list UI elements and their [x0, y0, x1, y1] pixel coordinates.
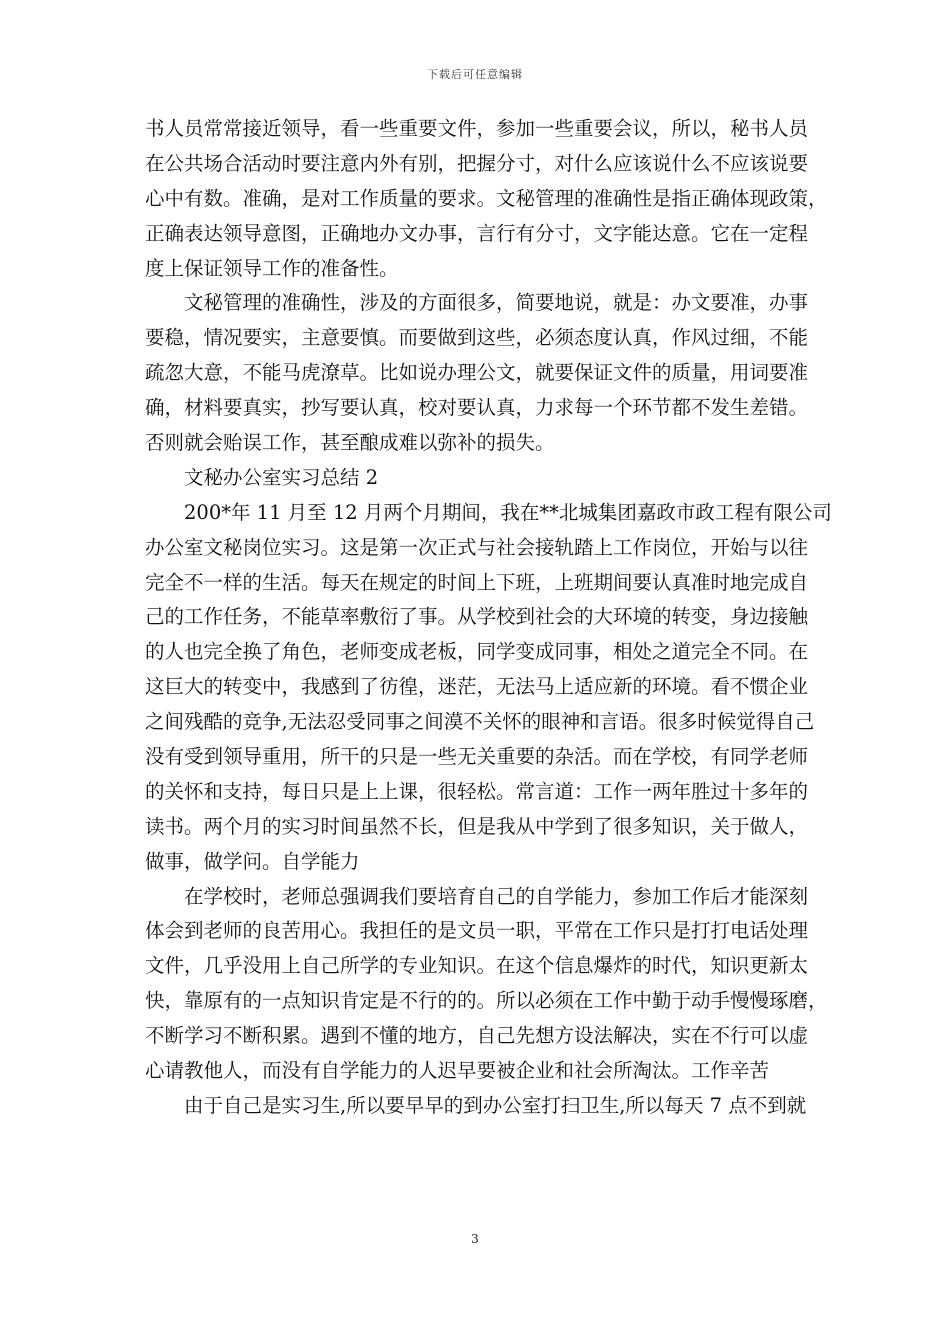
text-line: 在公共场合活动时要注意内外有别，把握分寸，对什么应该说什么不应该说要: [145, 151, 809, 175]
text-line: 的人也完全换了角色，老师变成老板，同学变成同事，相处之道完全不同。在: [145, 640, 809, 664]
text-line: 文秘办公室实习总结 2: [184, 465, 379, 489]
text-line: 要稳，情况要实，主意要慎。而要做到这些，必须态度认真，作风过细，不能: [145, 326, 809, 350]
text-line: 否则就会贻误工作，甚至酿成难以弥补的损失。: [145, 431, 555, 455]
text-line: 之间残酷的竞争,无法忍受同事之间漠不关怀的眼神和言语。很多时候觉得自己: [145, 710, 815, 734]
text-line: 的关怀和支持，每日只是上上课，很轻松。常言道：工作一两年胜过十多年的: [145, 779, 809, 803]
text-line: 不断学习不断积累。遇到不懂的地方，自己先想方设法解决，实在不行可以虚: [145, 1024, 809, 1048]
text-line: 心请教他人，而没有自学能力的人迟早要被企业和社会所淘汰。工作辛苦: [145, 1059, 770, 1083]
text-line: 完全不一样的生活。每天在规定的时间上下班，上班期间要认真准时地完成自: [145, 570, 809, 594]
text-line: 文秘管理的准确性，涉及的方面很多，简要地说，就是：办文要准，办事: [184, 291, 809, 315]
text-line: 200*年 11 月至 12 月两个月期间，我在**北城集团嘉政市政工程有限公司: [184, 500, 832, 524]
page-number: 3: [471, 1232, 479, 1246]
text-line: 没有受到领导重用，所干的只是一些无关重要的杂活。而在学校，有同学老师: [145, 745, 809, 769]
text-line: 办公室文秘岗位实习。这是第一次正式与社会接轨踏上工作岗位，开始与以往: [145, 535, 809, 559]
text-line: 读书。两个月的实习时间虽然不长，但是我从中学到了很多知识，关于做人，: [145, 814, 809, 838]
text-line: 疏忽大意，不能马虎潦草。比如说办理公文，就要保证文件的质量，用词要准: [145, 361, 809, 385]
text-line: 度上保证领导工作的准备性。: [145, 256, 399, 280]
text-line: 书人员常常接近领导，看一些重要文件，参加一些重要会议，所以，秘书人员: [145, 117, 809, 140]
text-line: 做事，做学问。自学能力: [145, 849, 360, 873]
text-line: 在学校时，老师总强调我们要培育自己的自学能力，参加工作后才能深刻: [184, 884, 809, 908]
text-line: 文件，几乎没用上自己所学的专业知识。在这个信息爆炸的时代，知识更新太: [145, 954, 809, 978]
body-text: [145, 112, 832, 1124]
page-header: 下载后可任意编辑: [427, 68, 523, 81]
text-line: 由于自己是实习生,所以要早早的到办公室打扫卫生,所以每天 7 点不到就: [184, 1093, 807, 1117]
text-line: 这巨大的转变中，我感到了彷徨，迷茫，无法马上适应新的环境。看不惯企业: [145, 675, 809, 699]
text-line: 体会到老师的良苦用心。我担任的是文员一职，平常在工作只是打打电话处理: [145, 919, 809, 943]
text-line: 心中有数。准确，是对工作质量的要求。文秘管理的准确性是指正确体现政策，: [145, 186, 828, 210]
text-line: 正确表达领导意图，正确地办文办事，言行有分寸，文字能达意。它在一定程: [145, 221, 809, 245]
text-line: 快，靠原有的一点知识肯定是不行的的。所以必须在工作中勤于动手慢慢琢磨，: [145, 989, 828, 1013]
text-line: 己的工作任务，不能草率敷衍了事。从学校到社会的大环境的转变，身边接触: [145, 605, 809, 629]
text-line: 确，材料要真实，抄写要认真，校对要认真，力求每一个环节都不发生差错。: [145, 396, 809, 420]
